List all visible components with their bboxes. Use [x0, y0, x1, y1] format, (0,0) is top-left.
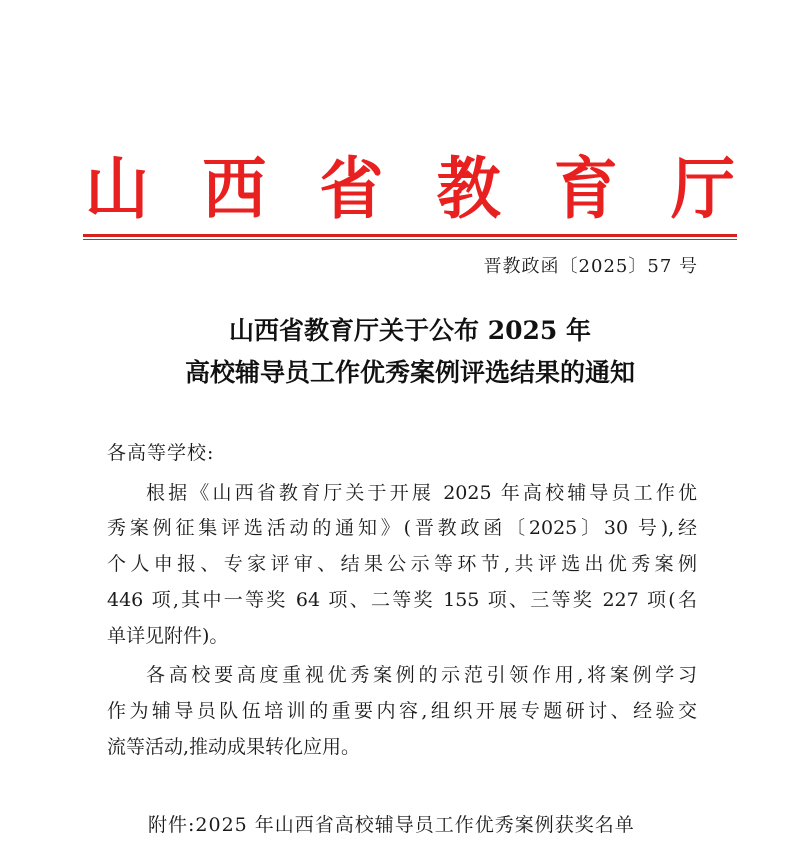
masthead-divider-thick — [83, 234, 737, 237]
masthead-char: 西 — [202, 150, 267, 229]
masthead-divider-thin — [83, 239, 737, 240]
document-number: 晋教政函〔2025〕57 号 — [483, 256, 698, 277]
masthead-char: 教 — [436, 150, 501, 229]
paragraph-1-line: 单详见附件)。 — [107, 625, 229, 647]
paragraph-1-line: 个人申报、专家评审、结果公示等环节,共评选出优秀案例 — [107, 553, 697, 575]
paragraph-1-line: 秀案例征集评选活动的通知》(晋教政函〔2025〕30 号),经 — [107, 517, 697, 539]
attachment-note: 附件:2025 年山西省高校辅导员工作优秀案例获奖名单 — [148, 814, 635, 836]
paragraph-2-line: 各高校要高度重视优秀案例的示范引领作用,将案例学习 — [146, 664, 697, 686]
paragraph-1-line: 446 项,其中一等奖 64 项、二等奖 155 项、三等奖 227 项(名 — [107, 589, 697, 611]
masthead-char: 省 — [319, 150, 384, 229]
masthead-char: 育 — [553, 150, 618, 229]
paragraph-1-line: 根据《山西省教育厅关于开展 2025 年高校辅导员工作优 — [146, 482, 697, 504]
masthead-char: 厅 — [670, 150, 735, 229]
masthead-char: 山 — [85, 150, 149, 229]
paragraph-2-line: 流等活动,推动成果转化应用。 — [107, 736, 361, 758]
document-title-line-2: 高校辅导员工作优秀案例评选结果的通知 — [184, 358, 635, 387]
salutation: 各高等学校: — [107, 442, 215, 464]
issuing-authority-masthead — [85, 150, 735, 230]
document-title-line-1: 山西省教育厅关于公布 2025 年 — [229, 316, 591, 345]
paragraph-2-line: 作为辅导员队伍培训的重要内容,组织开展专题研讨、经验交 — [107, 700, 697, 722]
